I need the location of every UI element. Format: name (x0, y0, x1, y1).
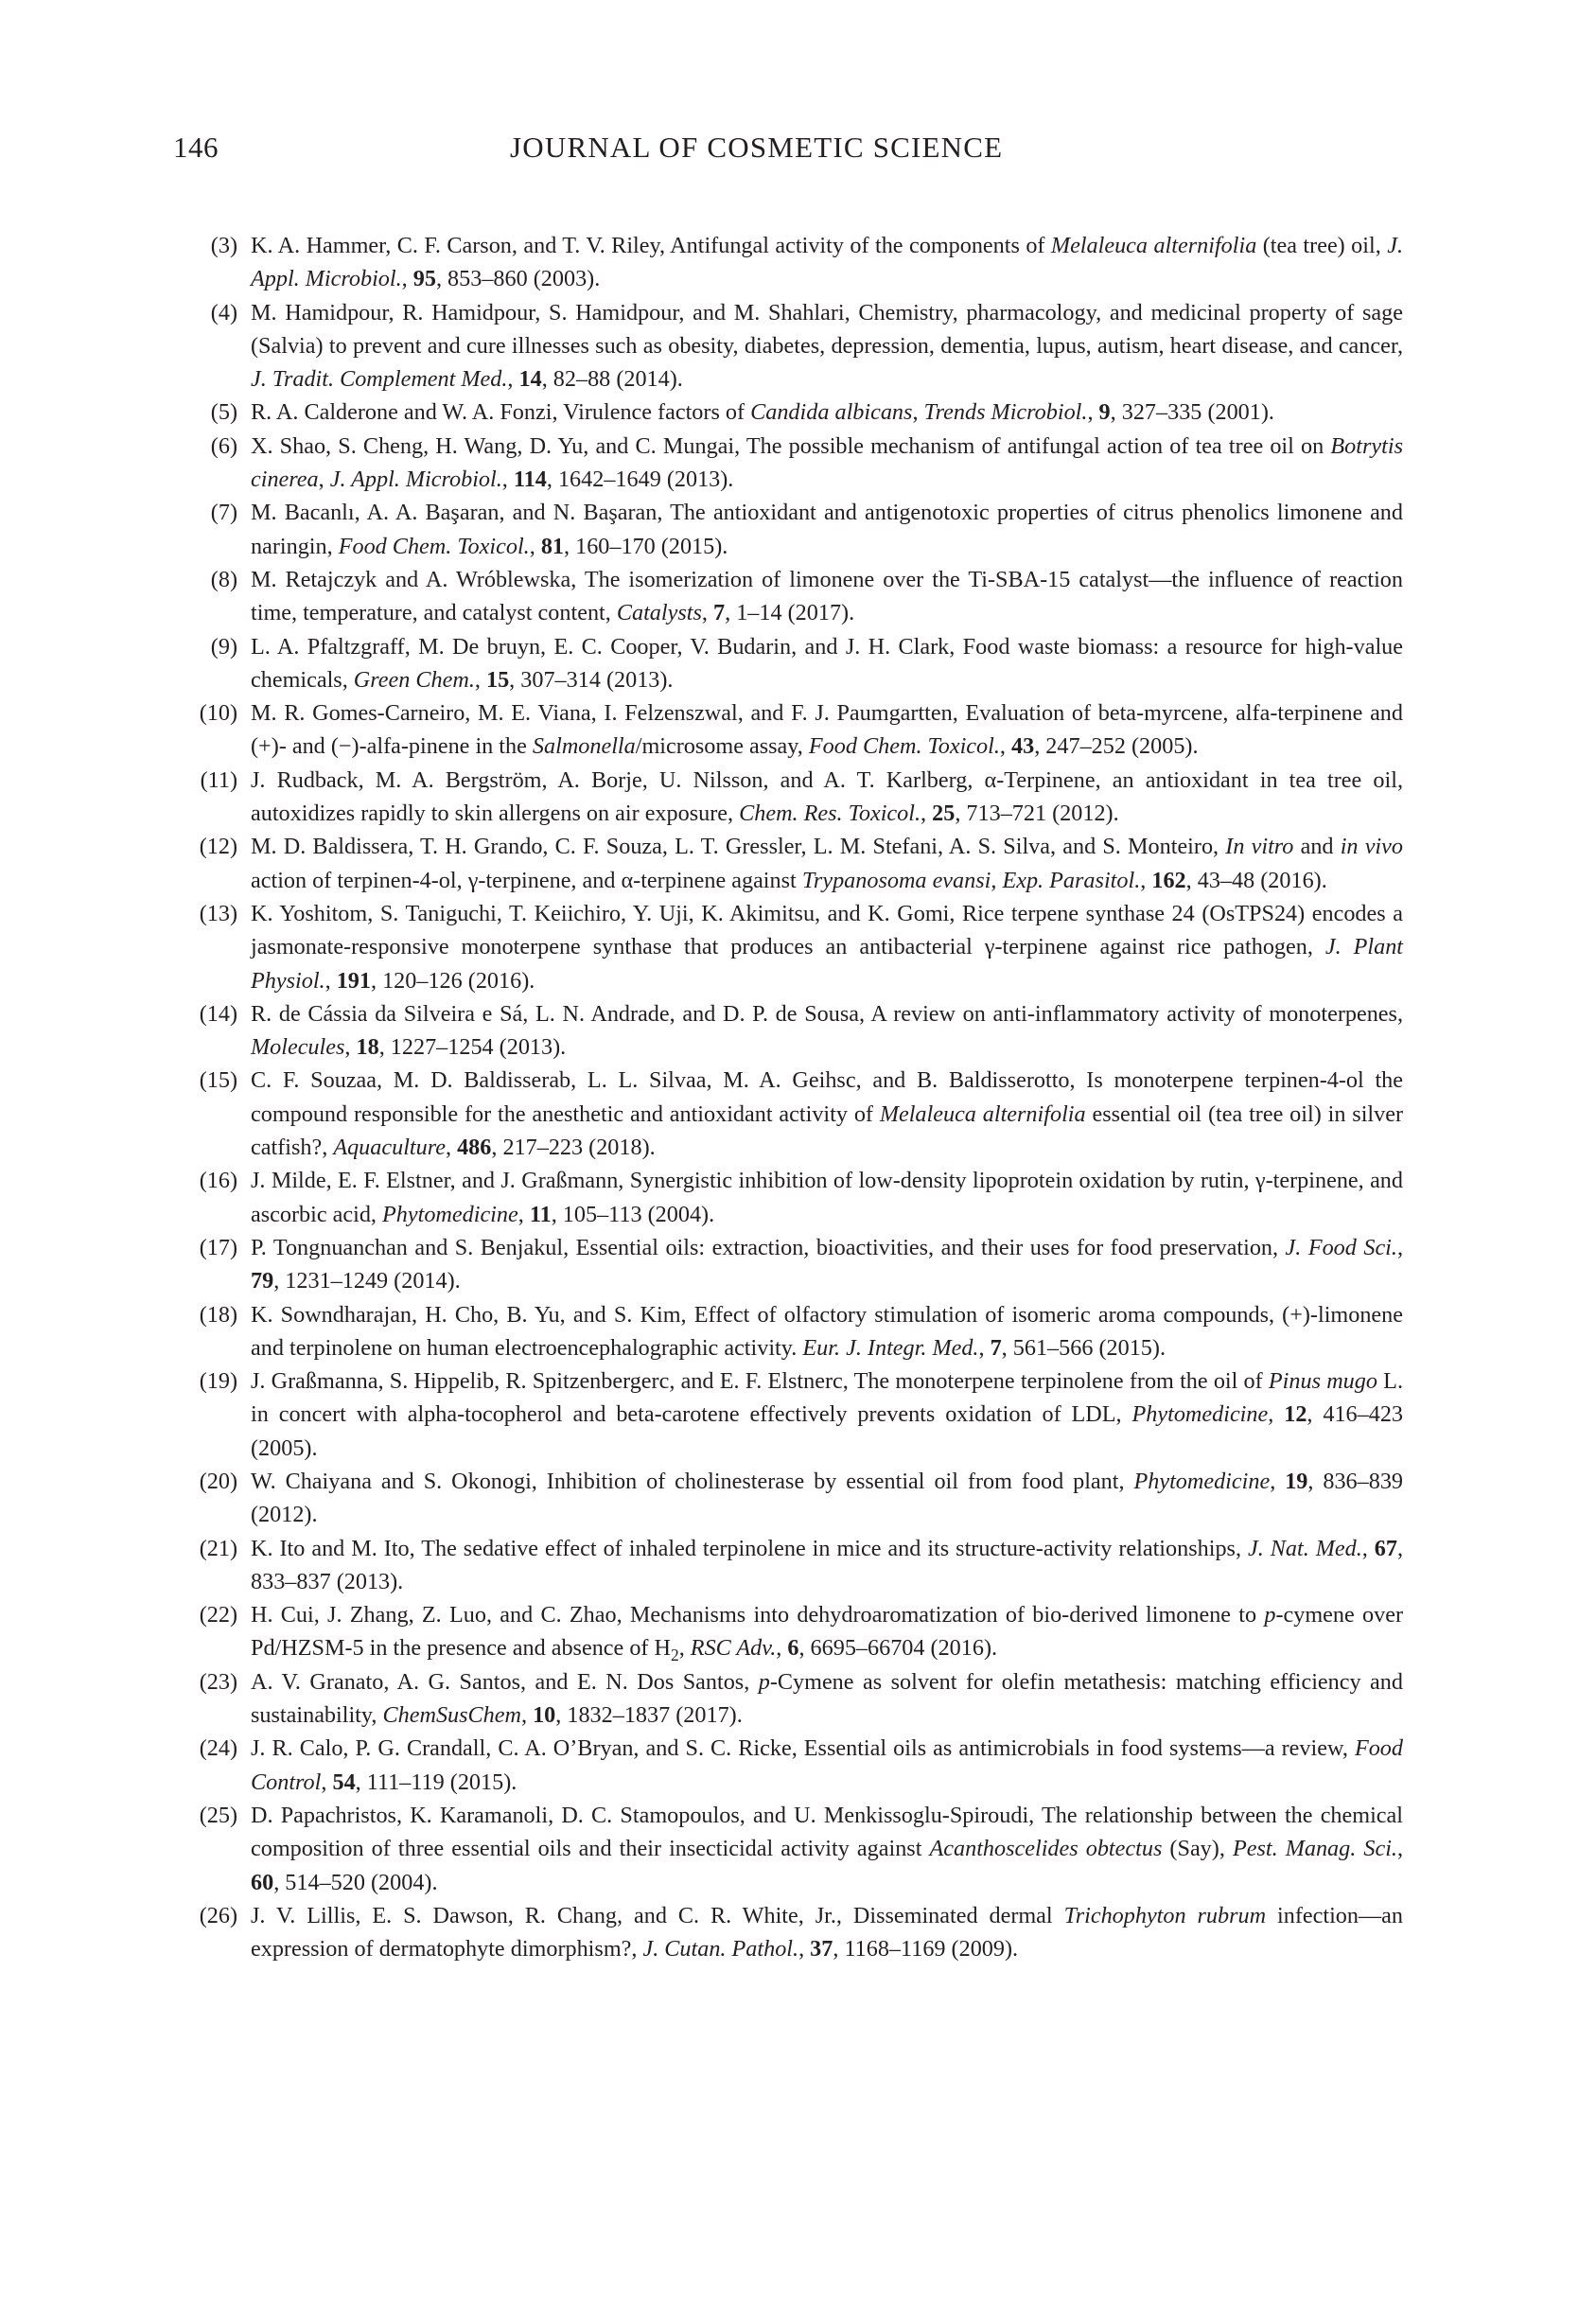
text-run: M. D. Baldissera, T. H. Grando, C. F. Souza, L. T. Gressler, L. M. Stefani, A. S. Silva, and S. Monteiro, (251, 834, 1226, 860)
italic-text: J. Nat. Med. (1247, 1535, 1362, 1561)
reference-item (173, 997, 1403, 1065)
text-run: , 1832–1837 (2017). (555, 1702, 743, 1729)
italic-text: Aquaculture (333, 1135, 446, 1161)
reference-text (251, 1732, 1403, 1799)
text-run: L. in concert with alpha-tocopherol and beta-carotene effectively prevents oxidation of LDL, (251, 1368, 1403, 1428)
text-run: , (701, 600, 713, 626)
italic-text: Melaleuca alternifolia (879, 1100, 1086, 1127)
reference-text (251, 1899, 1403, 1966)
reference-number: (5) (210, 399, 237, 426)
text-run: , (1087, 399, 1099, 426)
reference-item (173, 396, 1403, 429)
italic-text: In vitro (1225, 834, 1294, 860)
text-run: , (999, 733, 1012, 760)
italic-text: J. Appl. Microbiol. (329, 466, 502, 493)
volume-number: 19 (1285, 1468, 1308, 1494)
reference-text (251, 1231, 1403, 1298)
text-run: (tea tree) oil, (1256, 233, 1388, 258)
italic-text: Salmonella (532, 733, 636, 760)
text-run: , (445, 1135, 458, 1161)
reference-number: (14) (199, 1000, 237, 1027)
reference-text (251, 696, 1403, 764)
text-run: , (1270, 1468, 1286, 1494)
text-run: M. R. Gomes-Carneiro, M. E. Viana, I. Felzenszwal, and F. J. Paumgartten, Evaluation of beta-myrcene, alfa-terpinene and (+)- and (−)-alfa-pinene in the (251, 700, 1403, 760)
reference-item (173, 1298, 1403, 1365)
italic-text: Candida albicans (750, 399, 913, 426)
reference-text (251, 1799, 1403, 1899)
text-run: K. Sowndharajan, H. Cho, B. Yu, and S. Kim, Effect of olfactory stimulation of isomeric aroma compounds, (+)-limonene and terpinolene on human electroencephalographic activity. (251, 1301, 1403, 1361)
reference-number: (15) (199, 1067, 237, 1094)
italic-text: Acanthoscelides obtectus (929, 1836, 1163, 1862)
text-run: J. V. Lillis, E. S. Dawson, R. Chang, and C. R. White, Jr., Disseminated dermal (251, 1902, 1064, 1928)
text-run: , 217–223 (2018). (491, 1135, 656, 1161)
reference-item (173, 496, 1403, 563)
volume-number: 14 (518, 366, 542, 393)
text-run: , 105–113 (2004). (551, 1201, 715, 1227)
italic-text: J. Food Sci. (1285, 1234, 1397, 1260)
text-run: , 836–839 (2012). (251, 1468, 1404, 1528)
text-run: -Cymene as solvent for olefin metathesis: matching efficiency and sustainability, (251, 1668, 1403, 1729)
text-run: , (978, 1334, 991, 1361)
reference-item (173, 696, 1403, 764)
volume-number: 191 (336, 967, 371, 994)
text-run: , 43–48 (2016). (1185, 867, 1327, 893)
text-run: M. Retajczyk and A. Wróblewska, The isomerization of limonene over the Ti-SBA-15 catalyst—the influence of reaction time, temperature, and catalyst content, (251, 566, 1403, 626)
volume-number: 18 (356, 1034, 379, 1061)
reference-number: (17) (199, 1234, 237, 1260)
text-run: J. Rudback, M. A. Bergström, A. Borje, U. Nilsson, and A. T. Karlberg, α-Terpinene, an antioxidant in tea tree oil, autoxidizes rapidly to skin allergens on air exposure, (251, 766, 1403, 827)
text-run: K. A. Hammer, C. F. Carson, and T. V. Riley, Antifungal activity of the components of (251, 233, 1051, 258)
reference-text (251, 630, 1403, 697)
italic-text: Molecules (251, 1034, 345, 1061)
italic-text: Food Chem. Toxicol. (338, 533, 530, 559)
reference-number: (9) (210, 633, 237, 660)
reference-text (251, 1665, 1403, 1733)
reference-item (173, 897, 1403, 997)
text-run: essential oil (tea tree oil) in silver catfish?, (251, 1100, 1404, 1161)
text-run: , 111–119 (2015). (355, 1769, 517, 1795)
italic-text: RSC Adv. (690, 1635, 777, 1662)
reference-text (251, 396, 1403, 429)
italic-text: Exp. Parasitol. (1002, 867, 1141, 893)
text-run: L. A. Pfaltzgraff, M. De bruyn, E. C. Cooper, V. Budarin, and J. H. Clark, Food waste biomass: a resource for high-value chemicals, (251, 633, 1403, 693)
volume-number: 486 (457, 1135, 492, 1161)
reference-text (251, 296, 1403, 396)
text-run: , (401, 266, 413, 292)
reference-item (173, 830, 1403, 897)
volume-number: 12 (1284, 1401, 1307, 1428)
text-run: , (1140, 867, 1152, 893)
text-run: , 307–314 (2013). (509, 666, 674, 693)
italic-text: ChemSusChem (382, 1702, 521, 1729)
italic-text: Phytomedicine (1133, 1468, 1271, 1494)
text-run: , 327–335 (2001). (1110, 399, 1274, 426)
text-run: M. Hamidpour, R. Hamidpour, S. Hamidpour, and M. Shahlari, Chemistry, pharmacology, and medicinal property of sage (Salvia) to prevent and cure illnesses such as obesity, diabetes, depression, dementia, lupus, autism, heart disease, and cancer, (251, 299, 1403, 359)
volume-number: 7 (990, 1334, 1002, 1361)
italic-text: Food Chem. Toxicol. (808, 733, 1000, 760)
reference-number: (23) (199, 1668, 237, 1695)
reference-text (251, 830, 1403, 897)
text-run: R. A. Calderone and W. A. Fonzi, Virulence factors of (251, 399, 751, 426)
text-run: , (1268, 1401, 1285, 1428)
reference-text (251, 1164, 1403, 1231)
text-run: action of terpinen-4-ol, γ-terpinene, and α-terpinene against (251, 867, 802, 893)
italic-text: Chem. Res. Toxicol. (739, 801, 921, 827)
subscript: 2 (671, 1646, 679, 1665)
reference-text (251, 897, 1403, 997)
italic-text: p (758, 1668, 770, 1695)
text-run: , (474, 666, 486, 693)
text-run: , 1642–1649 (2013). (546, 466, 734, 493)
text-run: , 6695–66704 (2016). (798, 1635, 998, 1662)
reference-number: (13) (199, 900, 237, 926)
text-run: , (921, 801, 933, 827)
text-run: infection—an expression of dermatophyte dimorphism?, (251, 1902, 1404, 1963)
volume-number: 10 (533, 1702, 556, 1729)
reference-item (173, 1598, 1403, 1665)
text-run: , 1–14 (2017). (725, 600, 855, 626)
text-run: , (798, 1936, 811, 1963)
text-run: M. Bacanlı, A. A. Başaran, and N. Başaran, The antioxidant and antigenotoxic properties of citrus phenolics limonene and naringin, (251, 500, 1403, 559)
italic-text: Pinus mugo (1268, 1368, 1377, 1395)
reference-text (251, 1364, 1403, 1465)
reference-item (173, 1164, 1403, 1231)
text-run: , 1227–1254 (2013). (378, 1034, 567, 1061)
text-run: , 82–88 (2014). (541, 366, 683, 393)
text-run: , 1168–1169 (2009). (833, 1936, 1019, 1963)
reference-text (251, 1598, 1403, 1665)
reference-number: (12) (199, 834, 237, 860)
reference-number: (19) (199, 1368, 237, 1395)
text-run: C. F. Souzaa, M. D. Baldisserab, L. L. Silvaa, M. A. Geihsc, and B. Baldisserotto, Is monoterpene terpinen-4-ol the compound responsible for the anesthetic and antioxidant activity of (251, 1067, 1403, 1127)
text-run: , 247–252 (2005). (1034, 733, 1199, 760)
italic-text: p (1264, 1602, 1276, 1628)
reference-text (251, 1465, 1403, 1532)
text-run: , (318, 466, 330, 493)
volume-number: 6 (787, 1635, 799, 1662)
italic-text: Food Control (251, 1735, 1403, 1795)
text-run: , (324, 967, 337, 994)
volume-number: 11 (529, 1201, 552, 1227)
volume-number: 15 (485, 666, 510, 693)
reference-text (251, 1298, 1403, 1365)
text-run: , (529, 533, 541, 559)
italic-text: J. Cutan. Pathol. (642, 1936, 799, 1963)
italic-text: Catalysts (616, 600, 702, 626)
volume-number: 43 (1011, 733, 1035, 760)
text-run: , (520, 1702, 534, 1729)
reference-number: (20) (199, 1468, 237, 1494)
text-run: , (344, 1034, 357, 1061)
reference-number: (24) (199, 1735, 237, 1762)
reference-text (251, 563, 1403, 630)
text-run: , 120–126 (2016). (370, 967, 535, 994)
journal-title: JOURNAL OF COSMETIC SCIENCE (510, 131, 1004, 164)
text-run: , (1396, 1234, 1403, 1260)
reference-number: (8) (210, 566, 237, 592)
text-run: , (507, 366, 519, 393)
reference-number: (6) (210, 432, 237, 459)
reference-item (173, 1465, 1403, 1532)
reference-number: (16) (199, 1168, 237, 1194)
text-run: , 514–520 (2004). (273, 1869, 438, 1895)
italic-text: Trends Microbiol. (923, 399, 1088, 426)
text-run: X. Shao, S. Cheng, H. Wang, D. Yu, and C. Mungai, The possible mechanism of antifungal action of tea tree oil on (251, 432, 1331, 459)
reference-number: (26) (199, 1902, 237, 1928)
reference-item (173, 229, 1403, 296)
reference-item (173, 563, 1403, 630)
text-run: J. Graßmanna, S. Hippelib, R. Spitzenbergerc, and E. F. Elstnerc, The monoterpene terpinolene from the oil of (251, 1368, 1269, 1395)
reference-text (251, 229, 1403, 296)
text-run: , (1396, 1836, 1404, 1862)
italic-text: Trichophyton rubrum (1063, 1902, 1267, 1928)
reference-item (173, 764, 1403, 831)
text-run: , 833–837 (2013). (251, 1535, 1404, 1594)
text-run: , 1231–1249 (2014). (273, 1268, 461, 1294)
reference-item (173, 1799, 1403, 1899)
reference-list (173, 229, 1403, 1965)
reference-text (251, 764, 1403, 831)
page-number: 146 (173, 131, 219, 164)
italic-text: Green Chem. (353, 666, 475, 693)
reference-text (251, 1064, 1403, 1164)
text-run: , (678, 1635, 691, 1662)
reference-item (173, 1064, 1403, 1164)
volume-number: 9 (1098, 399, 1111, 426)
running-head (173, 131, 1407, 168)
italic-text: Eur. J. Integr. Med. (802, 1334, 979, 1361)
text-run: and (1293, 834, 1341, 860)
italic-text: J. Tradit. Complement Med. (251, 366, 508, 393)
volume-number: 79 (251, 1268, 274, 1294)
italic-text: in vivo (1340, 834, 1403, 860)
text-run: , (991, 867, 1003, 893)
reference-number: (21) (199, 1535, 237, 1561)
volume-number: 37 (810, 1936, 833, 1963)
reference-item (173, 1532, 1403, 1599)
text-run: , 853–860 (2003). (435, 266, 601, 292)
text-run: , 160–170 (2015). (564, 533, 728, 559)
italic-text: J. Plant Physiol. (251, 934, 1404, 994)
text-run: J. Milde, E. F. Elstner, and J. Graßmann, Synergistic inhibition of low-density lipoprotein oxidation by rutin, γ-terpinene, and ascorbic acid, (251, 1168, 1403, 1227)
text-run: H. Cui, J. Zhang, Z. Luo, and C. Zhao, Mechanisms into dehydroaromatization of bio-derived limonene to (251, 1602, 1265, 1628)
text-run: J. R. Calo, P. G. Crandall, C. A. O’Bryan, and S. C. Ricke, Essential oils as antimicrobials in food systems—a review, (251, 1735, 1355, 1762)
reference-number: (22) (199, 1602, 237, 1628)
text-run: , (912, 399, 924, 426)
reference-item (173, 430, 1403, 497)
reference-item (173, 1899, 1403, 1966)
text-run: , (1361, 1535, 1375, 1561)
volume-number: 7 (713, 600, 726, 626)
reference-item (173, 1231, 1403, 1298)
reference-number: (18) (199, 1301, 237, 1328)
volume-number: 67 (1374, 1535, 1397, 1561)
reference-number: (7) (210, 500, 237, 526)
reference-item (173, 1665, 1403, 1733)
reference-text (251, 430, 1403, 497)
italic-text: Phytomedicine (382, 1201, 518, 1227)
reference-number: (3) (210, 233, 237, 258)
italic-text: Trypanosoma evansi (801, 867, 991, 893)
text-run: -cymene over Pd/HZSM-5 in the presence and absence of H (251, 1602, 1403, 1662)
text-run: K. Yoshitom, S. Taniguchi, T. Keiichiro, Y. Uji, K. Akimitsu, and K. Gomi, Rice terpene synthase 24 (OsTPS24) encodes a jasmonate-responsive monoterpene synthase that produces an antibacterial γ-terpinene against rice pathogen, (251, 900, 1403, 960)
italic-text: Pest. Manag. Sci. (1232, 1836, 1397, 1862)
text-run: /microsome assay, (635, 733, 809, 760)
text-run: , 713–721 (2012). (955, 801, 1119, 827)
italic-text: Melaleuca alternifolia (1050, 233, 1257, 258)
text-run: , 416–423 (2005). (251, 1401, 1404, 1461)
text-run: , (517, 1201, 530, 1227)
text-run: , (776, 1635, 788, 1662)
italic-text: J. Appl. Microbiol. (251, 233, 1404, 292)
reference-text (251, 496, 1403, 563)
reference-number: (11) (200, 766, 237, 793)
italic-text: Phytomedicine (1131, 1401, 1269, 1428)
reference-item (173, 1732, 1403, 1799)
text-run: , (501, 466, 514, 493)
text-run: (Say), (1162, 1836, 1233, 1862)
text-run: A. V. Granato, A. G. Santos, and E. N. Dos Santos, (251, 1668, 759, 1695)
volume-number: 81 (540, 533, 564, 559)
text-run: R. de Cássia da Silveira e Sá, L. N. Andrade, and D. P. de Sousa, A review on anti-inflammatory activity of monoterpenes, (251, 1000, 1403, 1027)
reference-number: (4) (210, 299, 237, 326)
reference-number: (25) (199, 1802, 237, 1828)
volume-number: 95 (412, 266, 436, 292)
volume-number: 25 (932, 801, 956, 827)
text-run: , 561–566 (2015). (1001, 1334, 1166, 1361)
text-run: D. Papachristos, K. Karamanoli, D. C. Stamopoulos, and U. Menkissoglu-Spiroudi, The relationship between the chemical composition of three essential oils and their insecticidal activity against (251, 1802, 1403, 1862)
italic-text: Botrytis cinerea (251, 432, 1403, 493)
reference-item (173, 296, 1403, 396)
volume-number: 54 (332, 1769, 356, 1795)
reference-text (251, 1532, 1403, 1599)
reference-item (173, 630, 1403, 697)
text-run: W. Chaiyana and S. Okonogi, Inhibition of cholinesterase by essential oil from food plant, (251, 1468, 1134, 1494)
reference-item (173, 1364, 1403, 1465)
volume-number: 114 (513, 466, 547, 493)
text-run: K. Ito and M. Ito, The sedative effect of inhaled terpinolene in mice and its structure-activity relationships, (251, 1535, 1248, 1561)
reference-number: (10) (199, 700, 237, 727)
text-run: , (321, 1769, 333, 1795)
volume-number: 162 (1151, 867, 1186, 893)
text-run: P. Tongnuanchan and S. Benjakul, Essential oils: extraction, bioactivities, and their uses for food preservation, (251, 1234, 1286, 1260)
volume-number: 60 (251, 1869, 274, 1895)
reference-text (251, 997, 1403, 1065)
